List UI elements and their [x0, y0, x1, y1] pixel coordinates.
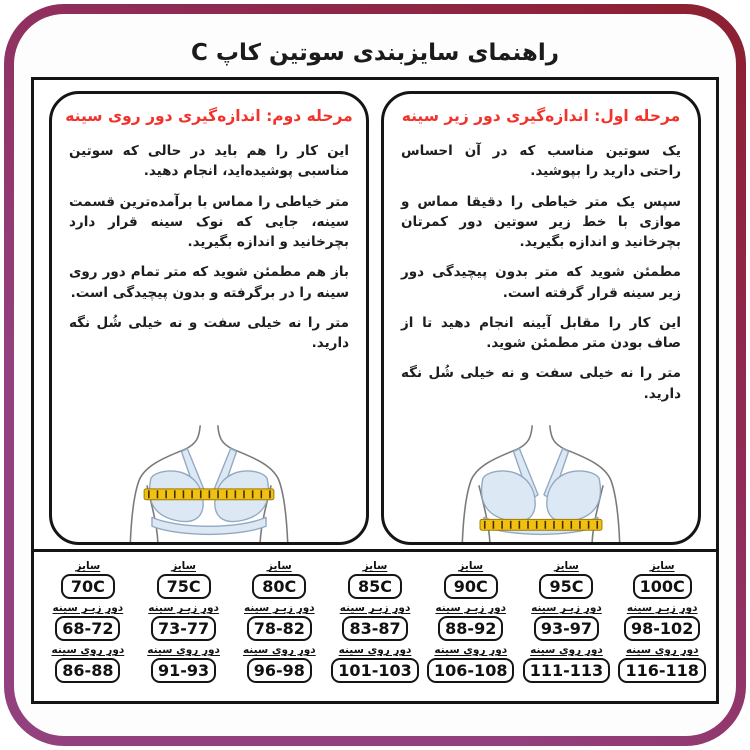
step1-paragraph: سپس یک متر خیاطی را دقیقا مماس و موازی با خط زیر سوتین دور کمرتان بچرخانید و اندازه بگیرید. [401, 193, 681, 250]
size-column-70C [42, 557, 134, 701]
page-title: راهنمای سایزبندی سوتین کاپ C [191, 40, 559, 66]
step2-instructions [52, 131, 366, 353]
size-label: سایز [458, 560, 484, 572]
instruction-panels [34, 80, 716, 549]
underbust-range: 98-102 [624, 616, 700, 641]
overbust-label: دور روی سینه [147, 644, 220, 656]
size-column-75C [138, 557, 230, 701]
size-label: سایز [362, 560, 388, 572]
size-label: سایز [649, 560, 675, 572]
size-table [34, 549, 716, 701]
underbust-range: 68-72 [55, 616, 120, 641]
underbust-range: 83-87 [342, 616, 407, 641]
size-column-95C [521, 557, 613, 701]
overbust-label: دور روی سینه [434, 644, 508, 656]
panel-step1-underbust [381, 91, 701, 545]
overbust-range: 111-113 [523, 658, 610, 683]
overbust-range: 116-118 [618, 658, 705, 683]
step1-instructions [384, 131, 698, 404]
page-background [14, 14, 736, 736]
underbust-label: دور زیـر سینه [148, 602, 219, 614]
size-column-90C [425, 557, 517, 701]
size-label: سایز [75, 560, 101, 572]
step2-paragraph: این کار را هم باید در حالی که سوتین مناسبی پوشیده‌اید، انجام دهید. [69, 143, 349, 180]
size-value: 80C [252, 574, 306, 599]
overbust-label: دور روی سینه [51, 644, 125, 656]
underbust-range: 88-92 [438, 616, 503, 641]
step2-paragraph: متر خیاطی را مماس با برآمده‌ترین قسمت سینه، جایی که نوک سینه قرار دارد بچرخانید و اندازه بگیرید. [69, 193, 349, 250]
step1-paragraph: یک سوتین مناسب که در آن احساس راحتی دارید را بپوشید. [401, 143, 681, 180]
panel-step2-overbust [49, 91, 369, 545]
size-value: 100C [633, 574, 692, 599]
underbust-label: دور زیـر سینه [52, 602, 124, 614]
overbust-label: دور روی سینه [625, 644, 699, 656]
underbust-label: دور زیـر سینه [531, 602, 602, 614]
overbust-label: دور روی سینه [338, 644, 412, 656]
step2-paragraph: متر را نه خیلی سفت و نه خیلی شُل نگه دارید. [69, 314, 349, 351]
overbust-range: 101-103 [331, 658, 418, 683]
size-label: سایز [554, 560, 579, 572]
size-value: 75C [157, 574, 211, 599]
overbust-label: دور روی سینه [530, 644, 603, 656]
measuring-tape-under-bust [480, 519, 602, 530]
size-label: سایز [266, 560, 292, 572]
size-column-85C [329, 557, 421, 701]
torso-tape-over-bust-illustration [91, 424, 327, 542]
size-label: سایز [171, 560, 196, 572]
overbust-range: 96-98 [247, 658, 312, 683]
step2-header: مرحله دوم: اندازه‌گیری دور روی سینه [65, 107, 353, 125]
overbust-label: دور روی سینه [242, 644, 316, 656]
underbust-label: دور زیـر سینه [435, 602, 507, 614]
step1-header: مرحله اول: اندازه‌گیری دور زیر سینه [401, 107, 681, 125]
overbust-range: 86-88 [55, 658, 120, 683]
size-value: 70C [61, 574, 115, 599]
step2-paragraph: باز هم مطمئن شوید که متر تمام دور روی سینه را در برگرفته و بدون پیچیدگی است. [69, 264, 349, 301]
underbust-label: دور زیـر سینه [626, 602, 698, 614]
underbust-range: 73-77 [151, 616, 216, 641]
torso-tape-under-bust-illustration [423, 424, 659, 542]
overbust-range: 91-93 [151, 658, 216, 683]
step1-paragraph: متر را نه خیلی سفت و نه خیلی شُل نگه دارید. [401, 365, 681, 402]
step1-paragraph: این کار را مقابل آیینه انجام دهید تا از صاف بودن متر مطمئن شوید. [401, 314, 681, 351]
size-value: 85C [348, 574, 402, 599]
size-value: 90C [444, 574, 498, 599]
overbust-range: 106-108 [427, 658, 514, 683]
underbust-range: 93-97 [534, 616, 599, 641]
size-column-100C [616, 557, 708, 701]
underbust-label: دور زیـر سینه [339, 602, 411, 614]
size-column-80C [233, 557, 325, 701]
content-box [31, 77, 719, 704]
step1-paragraph: مطمئن شوید که متر بدون پیچیدگی دور زیر سینه قرار گرفته است. [401, 264, 681, 301]
underbust-range: 78-82 [247, 616, 312, 641]
measuring-tape-over-bust [144, 489, 274, 500]
size-value: 95C [539, 574, 593, 599]
underbust-label: دور زیـر سینه [243, 602, 315, 614]
outer-gradient-frame [4, 4, 746, 746]
